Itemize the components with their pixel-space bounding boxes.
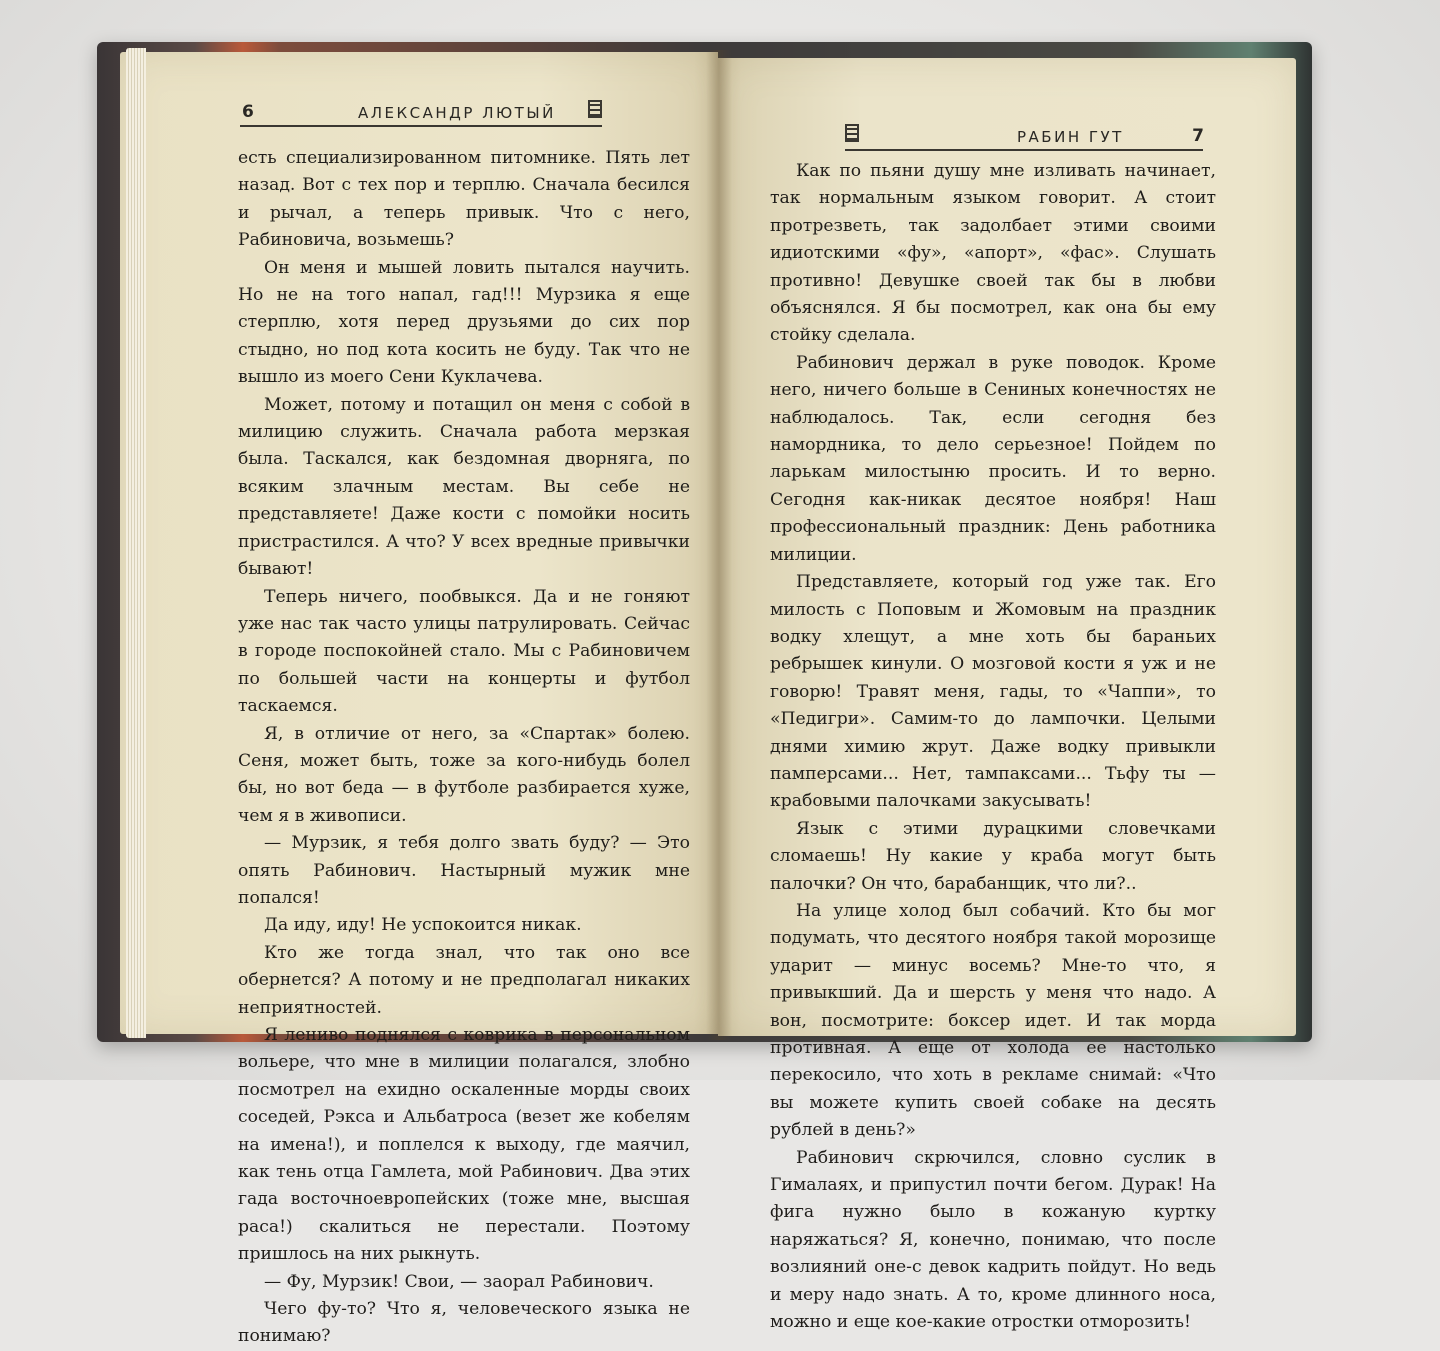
paragraph: Кто же тогда знал, что так оно все обернется? А потому и не предполагал никаких неприятностей. (238, 942, 690, 1018)
paragraph: На улице холод был собачий. Кто бы мог подумать, что десятого ноября такой морозище ударит — минус восемь? Мне-то что, я привыкший. Да и шерсть у меня что надо. А вон, посмотрите: боксер идет. И так морда противная. А еще от холода ее настолько перекосило, что хоть в рекламе снимай: «Что вы можете купить своей собаке на десять рублей в день?» (770, 900, 1216, 1141)
right-page-number: 7 (1192, 126, 1204, 146)
right-running-header (845, 124, 1210, 154)
paragraph: Он меня и мышей ловить пытался научить. Но не на того напал, гад!!! Мурзика я еще стерплю, хотя перед друзьями до сих пор стыдно, но под кота косить не буду. Так что не вышло из моего Сени Куклачева. (238, 257, 690, 388)
ornament-icon (845, 124, 859, 142)
ornament-icon (588, 100, 602, 118)
paragraph: Язык с этими дурацкими словечками сломаешь! Ну какие у краба могут быть палочки? Он что, барабанщик, что ли?.. (770, 818, 1216, 894)
right-running-head-title: РАБИН ГУТ (1017, 128, 1124, 146)
paragraph: Представляете, который год уже так. Его милость с Поповым и Жомовым на праздник водку хлещут, а мне хоть бы бараньих ребрышек кинули. О мозговой кости я уж и не говорю! Травят меня, гады, то «Чаппи», то «Педигри». Самим-то до лампочки. Целыми днями химию жрут. Даже водку привыкли памперсами... Нет, тампаксами... Тьфу ты — крабовыми палочками закусывать! (770, 572, 1216, 812)
paragraph: — Мурзик, я тебя долго звать буду? — Это опять Рабинович. Настырный мужик мне попался! (238, 833, 690, 908)
paragraph: Теперь ничего, пообвыкся. Да и не гоняют уже нас так часто улицы патрулировать. Сейчас в городе поспокойней стало. Мы с Рабиновичем по большей части на концерты и футбол таскаемся. (238, 586, 690, 717)
paragraph: есть специализированном питомнике. Пять лет назад. Вот с тех пор и терплю. Сначала бесился и рычал, а теперь привык. Что с него, Рабиновича, возьмешь? (238, 148, 690, 251)
header-rule (240, 125, 602, 127)
left-running-header (240, 100, 610, 130)
book-gutter (706, 50, 732, 1040)
paragraph: Рабинович скрючился, словно суслик в Гималаях, и припустил почти бегом. Дурак! На фига нужно было в кожаную куртку наряжаться? Я, конечно, понимаю, что после возлияний оне-с девок кадрить пойдут. Но ведь и меру надо знать. А то, кроме длинного носа, можно и еще кое-какие отростки отморозить! (770, 1147, 1216, 1333)
paragraph: Может, потому и потащил он меня с собой в милицию служить. Сначала работа мерзкая была. Таскался, как бездомная дворняга, по всяким злачным местам. Вы себе не представляете! Даже кости с помойки носить пристрастился. А что? У всех вредные привычки бывают! (238, 394, 690, 580)
page-edges (126, 48, 146, 1038)
left-page-number: 6 (242, 102, 254, 122)
paragraph: Я лениво поднялся с коврика в персональном вольере, что мне в милиции полагался, злобно посмотрел на ехидно оскаленные морды своих соседей, Рэкса и Альбатроса (везет же кобелям на имена!), и поплелся к выходу, где маячил, как тень отца Гамлета, мой Рабинович. Два этих гада восточноевропейских (тоже мне, высшая раса!) скалиться не перестали. Поэтому пришлось на них рыкнуть. (238, 1025, 690, 1265)
right-page-text (770, 158, 1216, 1336)
paragraph: — Фу, Мурзик! Свои, — заорал Рабинович. (264, 1271, 654, 1292)
paragraph: Рабинович держал в руке поводок. Кроме него, ничего больше в Сениных конечностях не наблюдалось. Так, если сегодня без намордника, то дело серьезное! Пойдем по ларькам милостыню просить. И то верно. Сегодня как-никак десятое ноября! Наш профессиональный праздник: День работника милиции. (770, 352, 1216, 565)
header-rule (845, 149, 1203, 151)
left-page-text (238, 145, 690, 1351)
left-running-head-author: АЛЕКСАНДР ЛЮТЫЙ (358, 104, 556, 122)
paragraph: Я, в отличие от него, за «Спартак» болею. Сеня, может быть, тоже за кого-нибудь болел бы, но вот беда — в футболе разбирается хуже, чем я в живописи. (238, 723, 690, 826)
paragraph: Как по пьяни душу мне изливать начинает, так нормальным языком говорит. А стоит протрезветь, так задолбает этими своими идиотскими «фу», «апорт», «фас». Слушать противно! Девушке своей так бы в любви объяснялся. Я бы посмотрел, как она бы ему стойку сделала. (770, 161, 1216, 346)
paragraph: Чего фу-то? Что я, человеческого языка не понимаю? (238, 1299, 690, 1347)
paragraph: Да иду, иду! Не успокоится никак. (264, 915, 582, 936)
